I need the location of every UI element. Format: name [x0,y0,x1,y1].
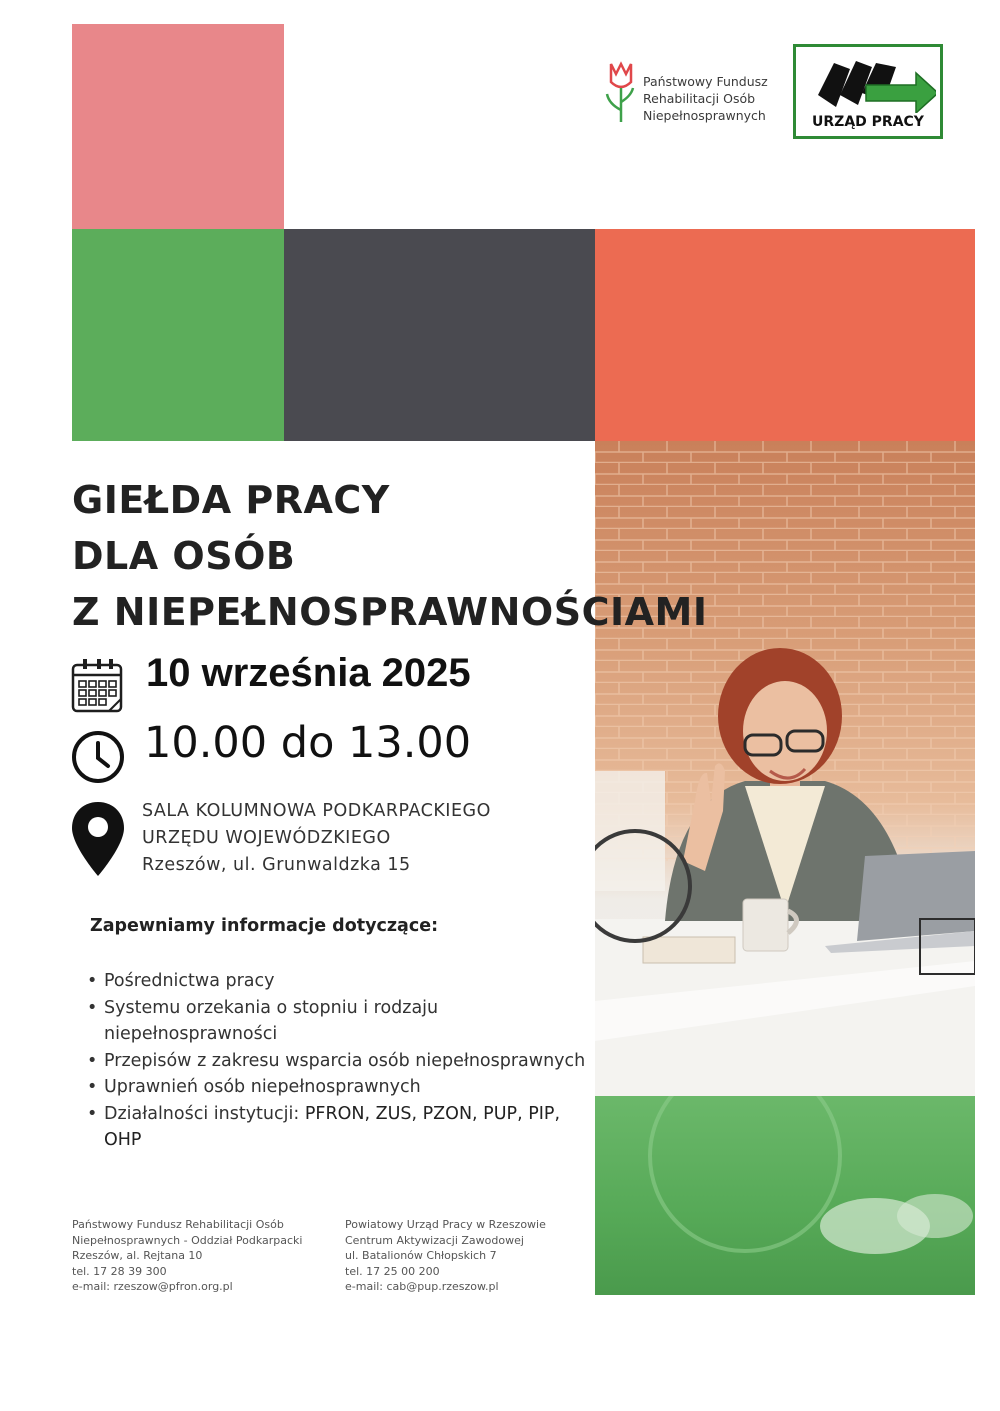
red-block [595,229,975,441]
footer-phone: tel. 17 28 39 300 [72,1264,167,1278]
footer-email: e-mail: cab@pup.rzeszow.pl [345,1280,499,1293]
tulip-icon [603,60,639,126]
urzad-pracy-logo [793,44,943,139]
event-location [142,798,491,879]
footer-line: Rzeszów, al. Rejtana 10 [72,1249,203,1262]
institutions-list: PFRON, ZUS, PZON, PUP, PIP, OHP [104,1103,561,1150]
pfron-line: Rehabilitacji Osób [643,91,756,106]
dark-block [284,229,595,441]
pfron-logo-text [643,73,768,124]
location-line: SALA KOLUMNOWA PODKARPACKIEGO [142,801,491,821]
footer-line: Centrum Aktywizacji Zawodowej [345,1233,524,1247]
event-time: 10.00 do 13.00 [144,718,472,768]
footer-line: Państwowy Fundusz Rehabilitacji Osób [72,1218,284,1231]
photo-green-overlay [595,1096,975,1295]
list-item: • Pośrednictwa pracy [84,968,594,995]
green-block [72,229,284,441]
pfron-line: Państwowy Fundusz [643,74,768,89]
info-list [84,968,594,1154]
arrow-right-icon [806,55,936,113]
title-line-1: GIEŁDA PRACY [72,478,390,522]
page-title [72,472,707,640]
footer-pup-contact [345,1217,546,1295]
list-item-prefix: Działalności instytucji: [104,1103,305,1124]
pink-block [72,24,284,229]
footer-email: e-mail: rzeszow@pfron.org.pl [72,1280,233,1293]
footer-line: ul. Batalionów Chłopskich 7 [345,1249,497,1262]
footer-phone: tel. 17 25 00 200 [345,1264,440,1278]
list-item: • Systemu orzekania o stopniu i rodzaju niepełnosprawności [84,995,594,1048]
list-item [84,1101,594,1154]
footer-pfron-contact [72,1217,302,1295]
footer-line: Powiatowy Urząd Pracy w Rzeszowie [345,1218,546,1231]
footer-line: Niepełnosprawnych - Oddział Podkarpacki [72,1233,303,1247]
calendar-icon [71,657,123,715]
title-line-3: Z NIEPEŁNOSPRAWNOŚCIAMI [72,590,708,634]
list-item: • Przepisów z zakresu wsparcia osób niepełnosprawnych [84,1048,594,1075]
location-line: URZĘDU WOJEWÓDZKIEGO [142,828,391,848]
location-address: Rzeszów, ul. Grunwaldzka 15 [142,855,411,875]
event-date: 10 września 2025 [146,651,471,695]
title-line-2: DLA OSÓB [72,534,296,578]
clock-icon [71,730,125,784]
photo-green-illustration [595,1096,975,1295]
info-heading: Zapewniamy informacje dotyczące: [90,916,439,936]
urzad-pracy-label: URZĄD PRACY [812,114,924,130]
list-item: • Uprawnień osób niepełnosprawnych [84,1074,594,1101]
pfron-line: Niepełnosprawnych [643,108,766,123]
location-pin-icon [70,800,126,878]
